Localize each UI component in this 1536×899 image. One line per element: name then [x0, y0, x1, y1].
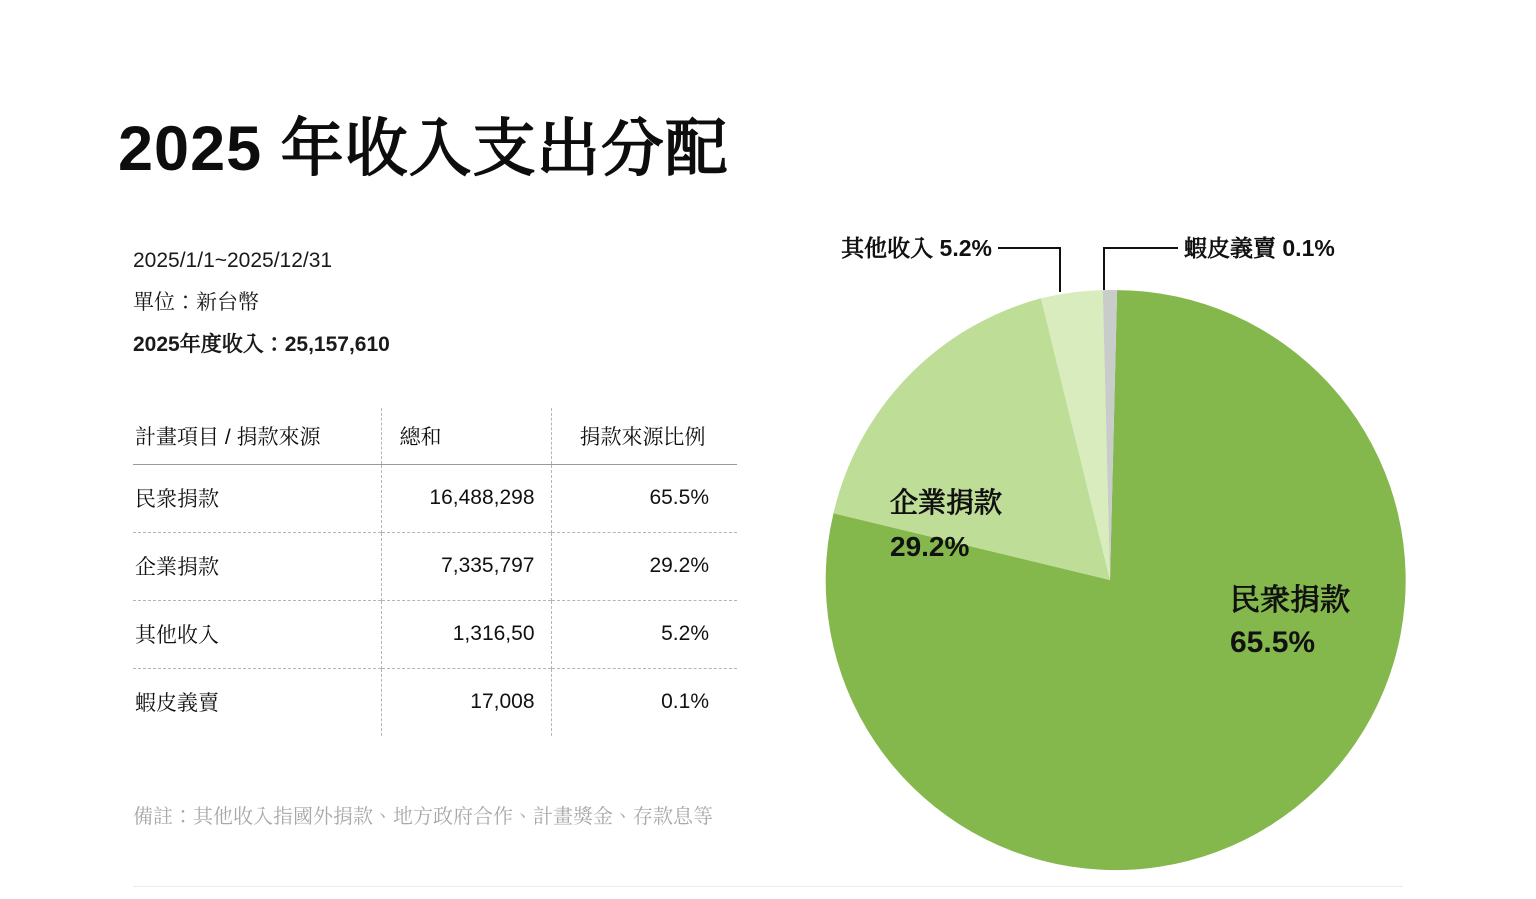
- cell-total: 17,008: [381, 668, 551, 736]
- table-body: [133, 464, 737, 736]
- table-header-row: [133, 408, 737, 464]
- table-footnote: 備註：其他收入指國外捐款、地方政府合作、計畫獎金、存款息等: [133, 806, 713, 828]
- pie-chart: [760, 200, 1500, 880]
- meta-info: [133, 240, 390, 366]
- column-header-percentage: 捐款來源比例: [551, 408, 737, 464]
- cell-item: 蝦皮義賣: [133, 668, 381, 736]
- pie-slices: [826, 290, 1406, 870]
- cell-item: 民衆捐款: [133, 464, 381, 532]
- cell-total: 7,335,797: [381, 532, 551, 600]
- leader-line-right: [1104, 248, 1178, 290]
- income-table: [133, 408, 737, 736]
- cell-percentage: 65.5%: [649, 486, 709, 509]
- pie-chart-svg: [760, 200, 1500, 880]
- slice-label-value-1: 65.5%: [1230, 626, 1316, 659]
- page-title: 2025 年收入支出分配: [118, 114, 729, 184]
- table-row: [133, 532, 737, 600]
- meta-total-income: 2025年度收入：25,157,610: [133, 333, 390, 356]
- column-header-total: 總和: [381, 408, 551, 464]
- cell-percentage: 0.1%: [661, 690, 709, 714]
- cell-percentage: 29.2%: [649, 554, 709, 577]
- cell-percentage: 5.2%: [661, 622, 709, 645]
- table-row: [133, 464, 737, 532]
- column-header-item: 計畫項目 / 捐款來源: [133, 408, 381, 464]
- table-header: [133, 408, 737, 464]
- slice-label-name-2: 企業捐款: [890, 487, 1003, 518]
- slice-label-name-1: 民衆捐款: [1230, 584, 1350, 617]
- table-row: [133, 600, 737, 668]
- cell-total: 16,488,298: [381, 464, 551, 532]
- meta-unit: 單位：新台幣: [133, 291, 259, 314]
- slice-label-value-2: 29.2%: [890, 531, 970, 562]
- bottom-divider: [133, 886, 1403, 887]
- table-row: [133, 668, 737, 736]
- cell-total: 1,316,50: [381, 600, 551, 668]
- cell-item: 其他收入: [133, 600, 381, 668]
- meta-period: 2025/1/1~2025/12/31: [133, 249, 333, 272]
- leader-line-left: [998, 248, 1060, 292]
- callout-label-other-income: 其他收入 5.2%: [841, 235, 992, 261]
- cell-item: 企業捐款: [133, 532, 381, 600]
- callout-label-shopee: 蝦皮義賣 0.1%: [1184, 235, 1335, 261]
